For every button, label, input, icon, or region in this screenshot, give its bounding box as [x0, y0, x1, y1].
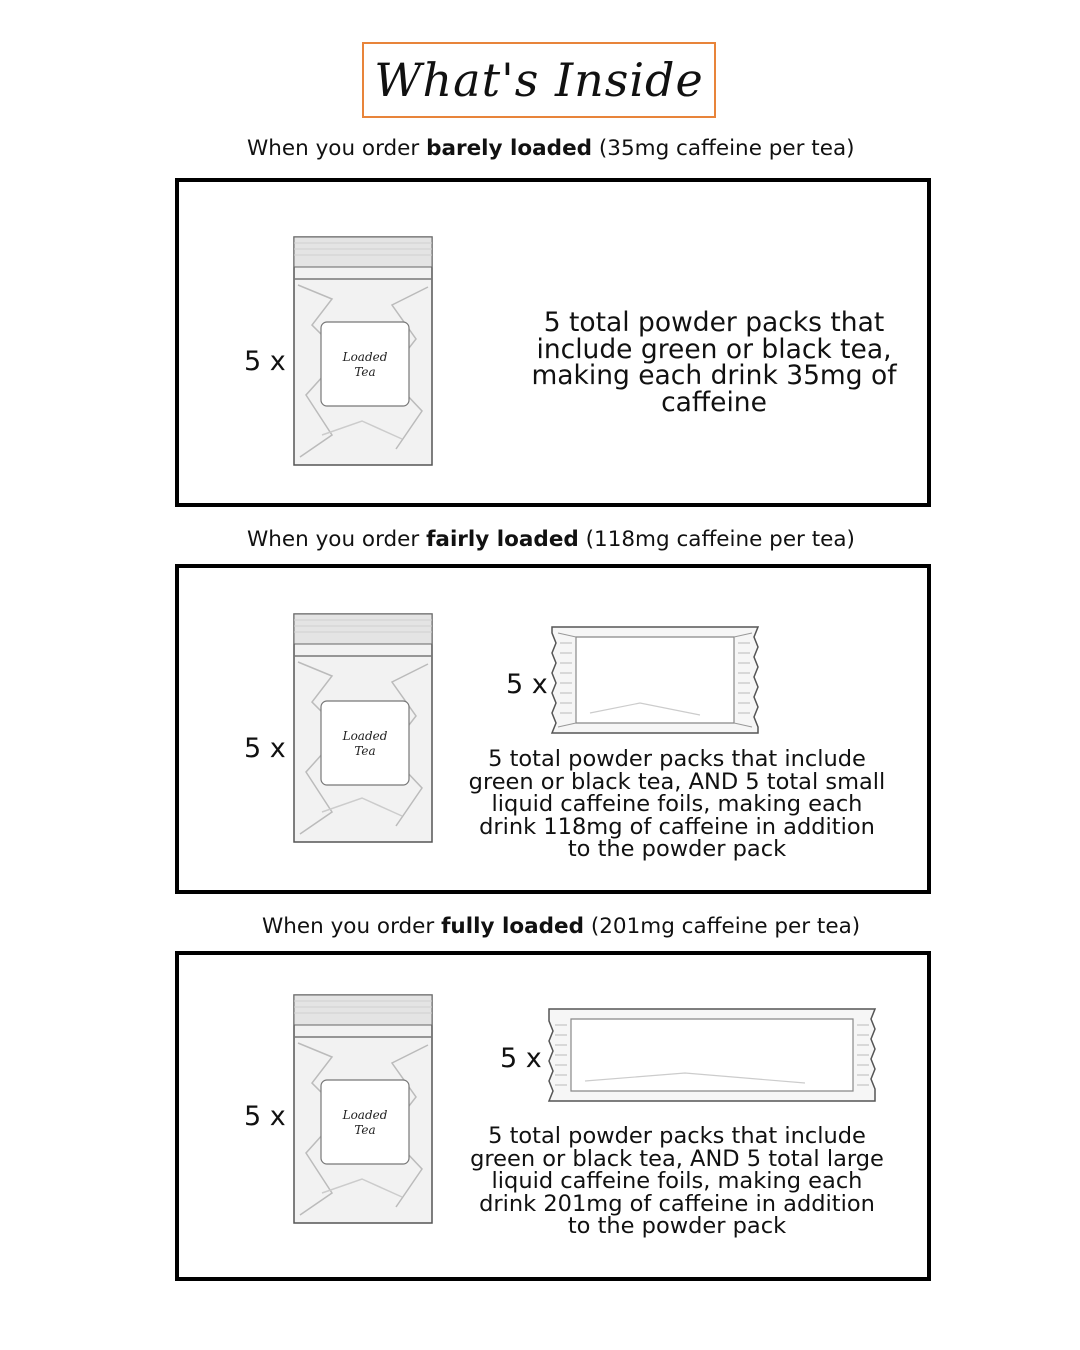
panel-fully-loaded	[175, 951, 931, 1281]
bag-label-line2: Tea	[354, 365, 376, 379]
bag-quantity: 5 x	[244, 1101, 286, 1132]
large-foil-icon	[545, 1005, 879, 1105]
panel-fairly-loaded	[175, 564, 931, 894]
bag-label-line1: Loaded	[342, 1108, 388, 1122]
powder-pack-icon	[292, 612, 434, 844]
caption-tier-name: barely loaded	[426, 136, 593, 161]
caption-tier-name: fully loaded	[441, 914, 584, 939]
foil-quantity: 5 x	[500, 1043, 542, 1074]
section-description: 5 total powder packs that include green or black tea, AND 5 total small liquid caffeine foils, making each drink 118mg of caffeine in addition to the powder pack	[468, 746, 886, 862]
bag-label-line1: Loaded	[342, 350, 388, 364]
caption-caffeine: (118mg caffeine per tea)	[578, 527, 855, 552]
bag-quantity: 5 x	[244, 346, 286, 377]
powder-pack-icon	[292, 235, 434, 467]
caption-caffeine: (35mg caffeine per tea)	[592, 136, 855, 161]
caption-caffeine: (201mg caffeine per tea)	[584, 914, 861, 939]
section-description: 5 total powder packs that include green or black tea, making each drink 35mg of caffeine	[531, 307, 897, 418]
section-caption-barely	[247, 138, 855, 160]
foil-quantity: 5 x	[506, 669, 548, 700]
caption-text: When you order	[262, 914, 442, 939]
bag-label-line2: Tea	[354, 744, 376, 758]
section-description: 5 total powder packs that include green or black tea, AND 5 total large liquid caffeine foils, making each drink 201mg of caffeine in addition to the powder pack	[470, 1123, 884, 1239]
title-box	[362, 42, 716, 118]
caption-text: When you order	[247, 136, 427, 161]
page-title: What's Inside	[374, 53, 704, 107]
bag-quantity: 5 x	[244, 733, 286, 764]
bag-label-line2: Tea	[354, 1123, 376, 1137]
caption-text: When you order	[247, 527, 427, 552]
section-caption-fairly	[247, 529, 855, 551]
caption-tier-name: fairly loaded	[426, 527, 579, 552]
bag-label-line1: Loaded	[342, 729, 388, 743]
section-caption-fully	[262, 916, 860, 938]
small-foil-icon	[550, 623, 760, 737]
panel-barely-loaded	[175, 178, 931, 507]
powder-pack-icon	[292, 993, 434, 1225]
